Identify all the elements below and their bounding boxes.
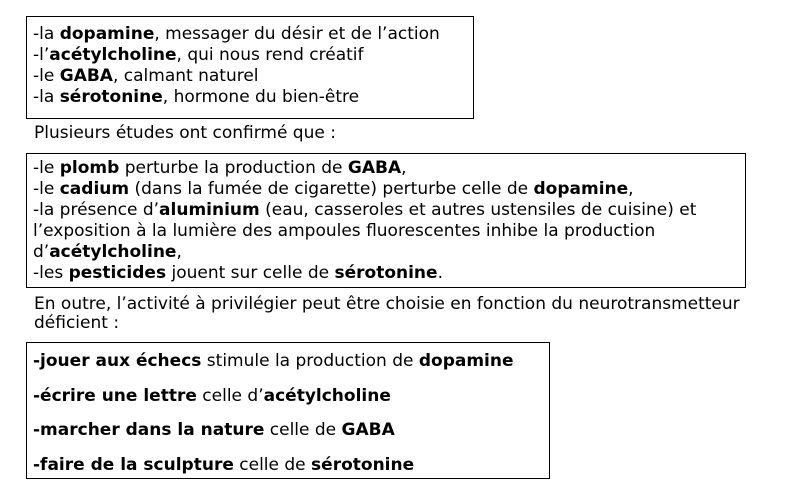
bold-term: sérotonine (59, 87, 163, 107)
text-segment: , (401, 158, 407, 178)
text-segment: -les (33, 263, 69, 283)
text-segment: d’ (33, 242, 50, 262)
text-segment: -le (33, 158, 60, 178)
text-segment: -la présence d’ (33, 200, 160, 220)
text-segment: celle de (233, 454, 312, 475)
intro-paragraph: Plusieurs études ont confirmé que : (34, 123, 336, 143)
bold-term: aluminium (159, 200, 260, 220)
bold-term: plomb (59, 158, 120, 178)
toxin-line (33, 221, 745, 242)
toxins-box (26, 153, 746, 288)
bold-term: dopamine (59, 24, 155, 44)
bold-term: sérotonine (311, 454, 415, 475)
toxin-line (33, 263, 745, 284)
activities-intro-line-2: déficient : (34, 313, 120, 333)
activities-box (26, 342, 550, 479)
neurotransmitter-line (33, 45, 473, 66)
text-segment: celle de (264, 420, 342, 440)
bold-term: -faire de la sculpture (33, 454, 234, 475)
text-segment: -l’ (33, 45, 50, 65)
toxin-line (33, 200, 745, 221)
text-segment: , messager du désir et de l’action (154, 24, 440, 44)
bold-term: GABA (341, 420, 395, 440)
bold-term: acétylcholine (49, 45, 177, 65)
text-segment: stimule la production de (201, 351, 419, 371)
bold-term: cadium (59, 179, 130, 199)
text-segment: jouent sur celle de (166, 263, 335, 283)
text-segment: l’exposition à la lumière des ampoules fluorescentes inhibe la production (33, 221, 656, 241)
text-segment: , (628, 179, 634, 199)
neurotransmitter-line (33, 24, 473, 45)
bold-term: acétylcholine (263, 385, 391, 406)
activities-intro-paragraph (34, 295, 740, 333)
toxin-line (33, 179, 745, 200)
toxin-line (33, 158, 745, 179)
activity-line (33, 454, 549, 489)
bold-term: -marcher dans la nature (33, 420, 265, 440)
toxin-line (33, 242, 745, 263)
text-segment: , calmant naturel (112, 66, 259, 86)
text-segment: celle d’ (196, 385, 264, 406)
activities-intro-line-1: En outre, l’activité à privilégier peut être choisie en fonction du neurotransmetteur (34, 294, 740, 314)
activity-line (33, 385, 549, 420)
neurotransmitters-box (26, 16, 474, 119)
neurotransmitter-line (33, 87, 473, 108)
bold-term: GABA (59, 66, 113, 86)
bold-term: -jouer aux échecs (33, 351, 202, 371)
text-segment: -le (33, 66, 60, 86)
text-segment: (eau, casseroles et autres ustensiles de cuisine) et (259, 200, 697, 220)
bold-term: dopamine (533, 179, 629, 199)
text-segment: -la (33, 87, 60, 107)
neurotransmitter-line (33, 66, 473, 87)
activity-line (33, 419, 549, 454)
text-segment: -le (33, 179, 60, 199)
bold-term: dopamine (418, 351, 514, 371)
text-segment: , (176, 242, 182, 262)
text-segment: (dans la fumée de cigarette) perturbe celle de (129, 179, 534, 199)
text-segment: . (437, 263, 443, 283)
activity-line (33, 350, 549, 385)
bold-term: acétylcholine (49, 242, 177, 262)
text-segment: , qui nous rend créatif (176, 45, 364, 65)
text-segment: , hormone du bien-être (162, 87, 360, 107)
text-segment: perturbe la production de (119, 158, 348, 178)
bold-term: -écrire une lettre (33, 385, 197, 406)
text-segment: -la (33, 24, 60, 44)
bold-term: sérotonine (334, 263, 438, 283)
bold-term: pesticides (68, 263, 167, 283)
bold-term: GABA (347, 158, 402, 178)
